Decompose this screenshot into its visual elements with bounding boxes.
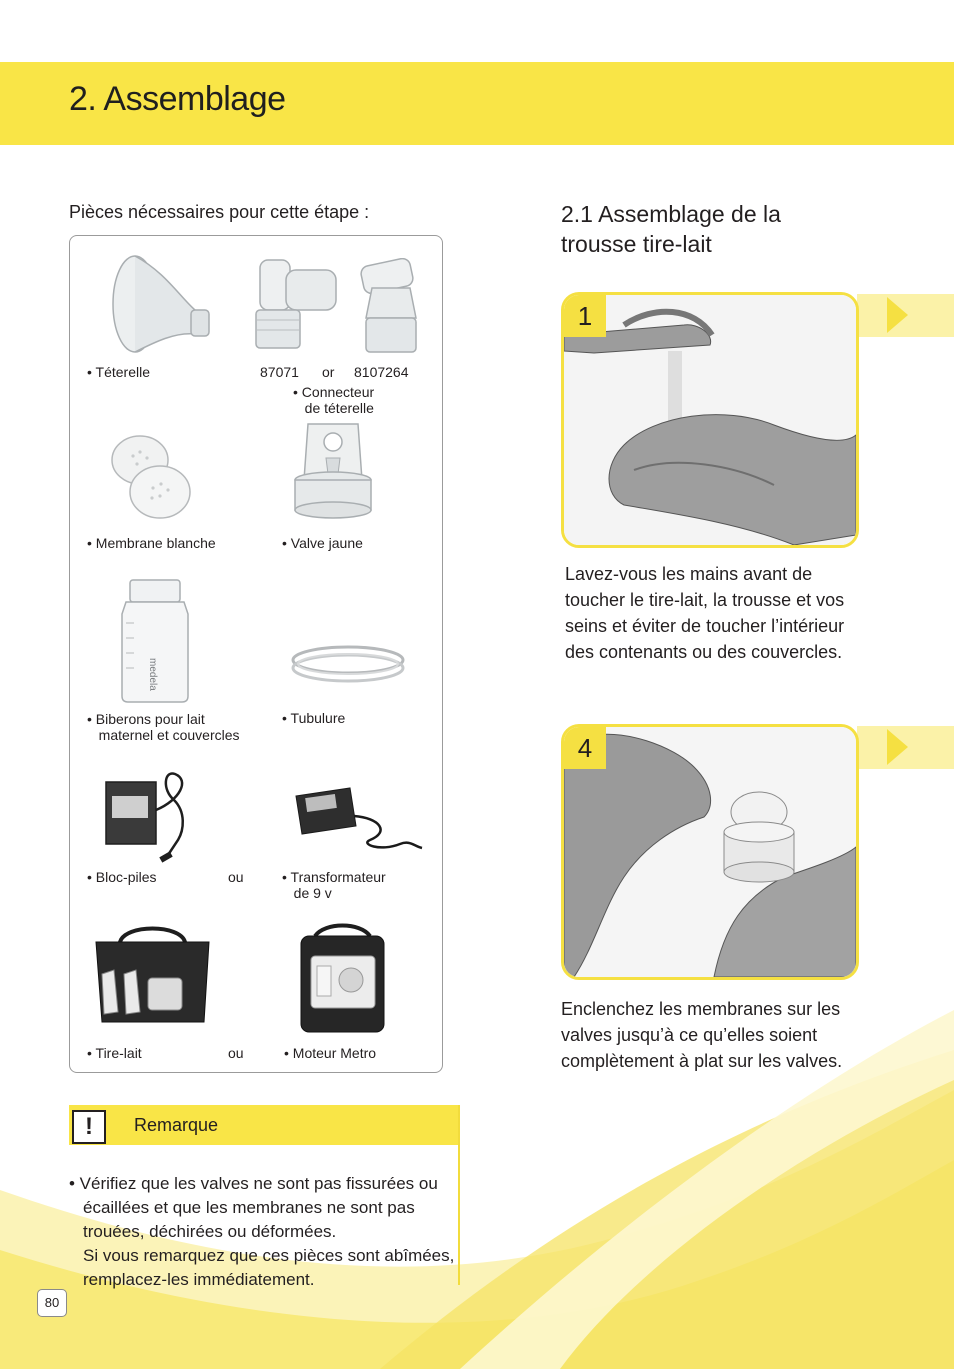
caption-tubulure: • Tubulure xyxy=(282,710,346,726)
page-number: 80 xyxy=(37,1289,67,1317)
warning-icon: ! xyxy=(72,1110,106,1144)
caption-membrane: • Membrane blanche xyxy=(87,535,216,551)
step-1-frame xyxy=(561,292,859,548)
note-bar xyxy=(69,1105,460,1145)
step-4-text: Enclenchez les membranes sur les valves jusqu’à ce qu’elles soient complètement à plat sur les valves. xyxy=(561,999,843,1071)
bottle-brand: medela xyxy=(147,658,158,691)
caption-moteur: • Moteur Metro xyxy=(284,1045,377,1061)
membrane-image xyxy=(105,428,195,523)
page-title: 2. Assemblage xyxy=(69,80,286,118)
code-8107264: 8107264 xyxy=(354,364,409,380)
section-title: 2.1 Assemblage de la trousse tire-lait xyxy=(561,201,781,257)
note-text xyxy=(69,1172,459,1292)
caption-valve: • Valve jaune xyxy=(282,535,363,551)
note-line-1: • Vérifiez que les valves ne sont pas fissurées ou écaillées et que les membranes ne sont pas trouées, déchirées ou déformées. xyxy=(69,1174,438,1241)
note-label: Remarque xyxy=(134,1115,219,1135)
bottle-image xyxy=(118,578,193,706)
caption-ou-2: ou xyxy=(228,1045,244,1061)
caption-transformateur: • Transformateur de 9 v xyxy=(282,869,386,901)
code-87071: 87071 xyxy=(260,364,299,380)
hand-washing-image xyxy=(564,295,856,545)
connector-87071-image xyxy=(250,255,340,355)
caption-connecteur: • Connecteur de téterelle xyxy=(293,384,375,416)
note-line-2: Si vous remarquez que ces pièces sont abîmées, remplacez-les immédiatement. xyxy=(83,1246,455,1289)
step-4-frame xyxy=(561,724,859,980)
tubing-image xyxy=(288,640,410,690)
breastshield-image xyxy=(105,252,215,357)
pump-bag-image xyxy=(90,920,215,1030)
caption-teterelle: • Téterelle xyxy=(87,364,151,380)
caption-tire-lait: • Tire-lait xyxy=(87,1045,142,1061)
next-arrow-icon xyxy=(887,729,908,765)
or-label: or xyxy=(322,364,335,380)
metro-motor-image xyxy=(295,922,390,1037)
caption-ou-1: ou xyxy=(228,869,244,885)
caption-bloc-piles: • Bloc-piles xyxy=(87,869,157,885)
battery-pack-image xyxy=(100,770,215,870)
connector-8107264-image xyxy=(350,258,435,356)
step-4-number: 4 xyxy=(564,727,606,769)
step-1-text: Lavez-vous les mains avant de toucher le tire-lait, la trousse et vos seins et éviter de toucher l’intérieur des contenants ou des couvercles. xyxy=(565,564,845,662)
step-1-number: 1 xyxy=(564,295,606,337)
membrane-on-valve-image xyxy=(564,727,856,977)
next-arrow-icon xyxy=(887,297,908,333)
parts-heading: Pièces nécessaires pour cette étape : xyxy=(69,202,370,222)
caption-biberons: • Biberons pour lait maternel et couvercles xyxy=(87,711,240,743)
transformer-image xyxy=(290,782,430,862)
yellow-valve-image xyxy=(288,420,378,525)
